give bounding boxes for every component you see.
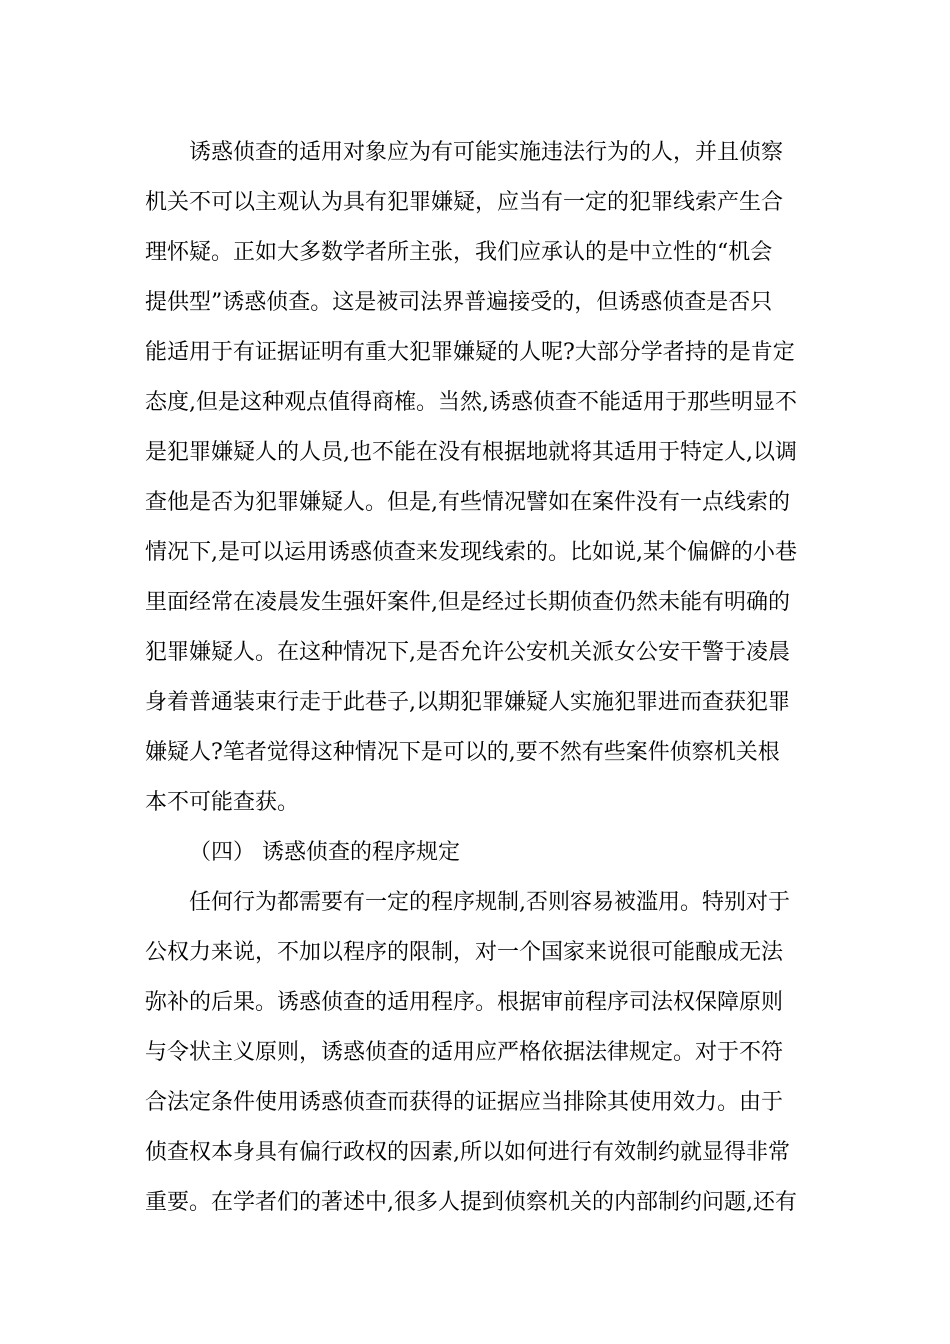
paragraph-1-line: 态度,但是这种观点值得商榷。当然,诱惑侦查不能适用于那些明显不 [145, 390, 797, 415]
paragraph-1-line: 查他是否为犯罪嫌疑人。但是,有些情况譬如在案件没有一点线索的 [145, 490, 790, 515]
paragraph-2-line: 侦查权本身具有偏行政权的因素,所以如何进行有效制约就显得非常 [145, 1140, 790, 1165]
paragraph-2-line: 弥补的后果。诱惑侦查的适用程序。根据审前程序司法权保障原则 [145, 990, 784, 1015]
paragraph-1-line: 里面经常在凌晨发生强奸案件,但是经过长期侦查仍然未能有明确的 [145, 590, 790, 615]
paragraph-2-line: 与令状主义原则，诱惑侦查的适用应严格依据法律规定。对于不符 [145, 1040, 784, 1065]
paragraph-2-line: 重要。在学者们的著述中,很多人提到侦察机关的内部制约问题,还有 [145, 1190, 797, 1215]
paragraph-1-line: 本不可能查获。 [145, 790, 300, 815]
paragraph-1-line: 嫌疑人?笔者觉得这种情况下是可以的,要不然有些案件侦察机关根 [145, 740, 780, 765]
paragraph-1-line: 犯罪嫌疑人。在这种情况下,是否允许公安机关派女公安干警于凌晨 [145, 640, 790, 665]
paragraph-2-line: 任何行为都需要有一定的程序规制,否则容易被滥用。特别对于 [189, 890, 790, 915]
body-text [145, 128, 815, 1228]
paragraph-1-line: 提供型”诱惑侦查。这是被司法界普遍接受的，但诱惑侦查是否只 [145, 290, 773, 315]
paragraph-1-line: 机关不可以主观认为具有犯罪嫌疑，应当有一定的犯罪线索产生合 [145, 190, 784, 215]
paragraph-1-line: 诱惑侦查的适用对象应为有可能实施违法行为的人，并且侦察 [189, 140, 784, 165]
paragraph-2-line: 公权力来说，不加以程序的限制，对一个国家来说很可能酿成无法 [145, 940, 784, 965]
section-heading: （四） 诱惑侦查的程序规定 [189, 840, 460, 865]
paragraph-1-line: 情况下,是可以运用诱惑侦查来发现线索的。比如说,某个偏僻的小巷 [145, 540, 797, 565]
paragraph-1-line: 是犯罪嫌疑人的人员,也不能在没有根据地就将其适用于特定人,以调 [145, 440, 797, 465]
paragraph-1-line: 能适用于有证据证明有重大犯罪嫌疑的人呢?大部分学者持的是肯定 [145, 340, 795, 365]
paragraph-1-line: 身着普通装束行走于此巷子,以期犯罪嫌疑人实施犯罪进而查获犯罪 [145, 690, 790, 715]
paragraph-1-line: 理怀疑。正如大多数学者所主张，我们应承认的是中立性的“机会 [145, 240, 773, 265]
paragraph-2-line: 合法定条件使用诱惑侦查而获得的证据应当排除其使用效力。由于 [145, 1090, 784, 1115]
